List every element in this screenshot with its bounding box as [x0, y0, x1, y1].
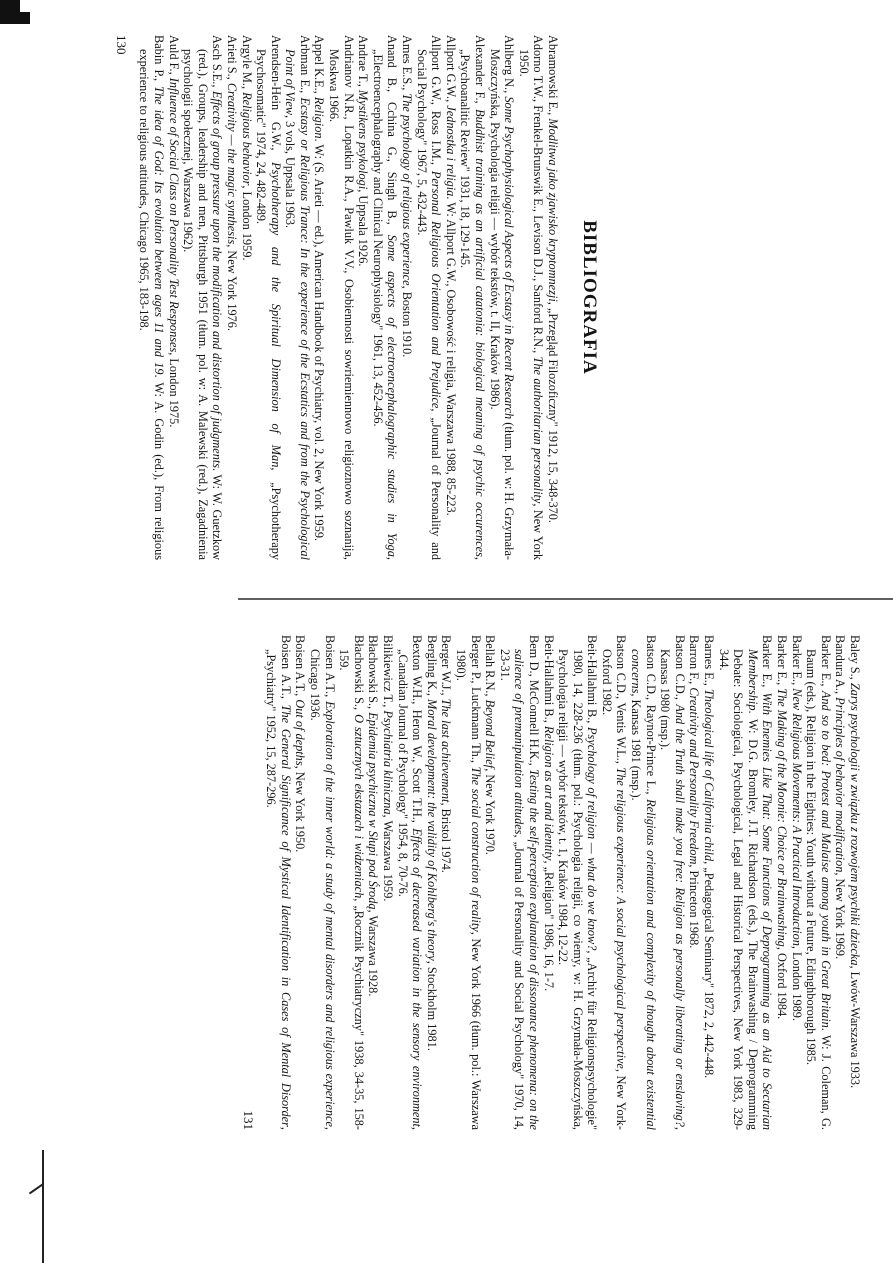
reference-entry [629, 635, 658, 1130]
reference-entry [264, 635, 293, 1130]
reference-author: Anand B., Cchina G., Singh B., [385, 35, 400, 235]
reference-title: Out of depths [293, 699, 308, 766]
reference-author: Bergling K., [424, 635, 439, 699]
reference-details: , New York 1976. [224, 244, 239, 332]
reference-title: The last achievement [439, 698, 454, 803]
reference-title: Effects of group pressure upon the modification and distortion of judgments [210, 90, 225, 469]
reference-details: , Warszawa 1959. [381, 814, 395, 902]
reference-entry [337, 635, 366, 1130]
reference-entry [483, 635, 498, 1130]
reference-details: , Stockholm 1981. [424, 960, 439, 1051]
reference-author: Argyle M., [239, 35, 254, 93]
reference-title: The General Significance of Mystical Identification in Cases of Mental Disorder [278, 704, 293, 1127]
reference-details: , „Archiv für Religionspsychologie" 1980, 14, 228-236 (tłum. pol.: Psychologia religii, co wiemy, w: H. Grzymała-Moszczyńska, Psychologia religii — wybór tekstów, t. 1, Kraków 1984, 12-22. [556, 649, 600, 1130]
reference-title: Epidemia psychiczna w Słupi pod Środą [366, 712, 381, 910]
reference-entry [312, 35, 327, 560]
reference-details: , Kansas 1980 (msp.). [658, 649, 687, 1130]
reference-title: Religious orientation and complexity of thought about existential concerns [629, 649, 658, 1131]
reference-author: Bem D., McConnell H.K., [526, 635, 541, 770]
reference-details: , Kansas 1981 (msp.). [629, 693, 644, 801]
reference-entry [439, 635, 454, 1130]
reference-author: Alexander F., [473, 35, 488, 110]
reference-title: Jednostka i religia [443, 105, 458, 197]
reference-title: Testing the self-perception explanation of dissonance phenomena: on the salience of premanipulation attitudes [512, 649, 541, 1130]
reference-entry [370, 35, 399, 560]
reference-details: , London 1989. [789, 945, 804, 1022]
reference-details: , New York 1969. [833, 872, 848, 960]
reference-entry [366, 635, 381, 1130]
reference-author: Arendsen-Hein G.W., [268, 35, 283, 163]
reference-entry [804, 635, 833, 1130]
reference-author: Bilikiewicz T., [381, 635, 395, 711]
reference-details: , Bristol 1974. [439, 802, 454, 873]
reference-author: Boisen A.T., [322, 635, 337, 702]
reference-author: Abramowski E., [546, 35, 560, 119]
reference-details: , „Electroencephalography and Clinical Neurophysiology" 1961, 13, 452-456. [370, 49, 400, 560]
reference-entry [137, 35, 166, 560]
reference-details: , „Journal of Personality and Social Psychology" 1967, 5, 432-443. [414, 49, 444, 561]
reference-details: , „Psychoanalitic Review" 1931, 18, 129-145. [458, 49, 488, 560]
reference-details: , 3 vols, Uppsala 1963. [283, 115, 298, 229]
reference-title: Moral development: the validity of Kohlberg's theory [424, 699, 439, 961]
reference-title: Some Psychophysiological Aspects of Ecstasy in Recent Research [502, 96, 517, 420]
reference-author: Barnes E., [702, 635, 717, 689]
reference-author: Adorno T.W., Frenkel-Brunswik E., Levison D.J., Sanford R.N., [531, 35, 546, 357]
reference-author: Allport G.W., Ross I.M., [429, 35, 444, 171]
reference-title: O sztucznych ekstazach i widzeniach [351, 714, 366, 899]
reference-entry [556, 635, 600, 1130]
reference-entry [545, 35, 560, 560]
reference-author: Barker E., [760, 635, 775, 693]
reference-entry [380, 635, 395, 1130]
reference-author: Bandura A., [833, 635, 848, 698]
reference-details: , New York 1950. [293, 765, 308, 853]
reference-title: Ecstasy or Religious Trance: In the experience of the Ecstatics and from the Psychological Point of View [283, 49, 312, 560]
reference-author: Andrae T., [356, 35, 371, 90]
reference-details: , New York 1970. [483, 768, 498, 855]
reference-author: Batson C.D., [672, 635, 687, 705]
scan-corner-mark [0, 0, 20, 24]
reference-details: . W: Allport G.W., Osobowość i religia, Warszawa 1988, 85-223. [443, 196, 458, 516]
reference-entry [789, 635, 804, 1130]
reference-entry [399, 35, 414, 560]
reference-entry [687, 635, 702, 1130]
reference-title: The authoritarian personality [531, 356, 546, 504]
scan-corner-mark [20, 12, 30, 24]
reference-details: . W: A. Godin (ed.), From religious experience to religious attitudes, Chicago 1965, 183-198. [137, 49, 166, 560]
reference-entry [701, 635, 716, 1130]
reference-author: Barker E., [818, 635, 833, 691]
reference-title: Religion [312, 96, 327, 139]
reference-author: Baley S., [848, 635, 862, 683]
reference-details: , Chicago 1936. [308, 649, 337, 1130]
reference-title: Psychology of religion — what do we know? [585, 727, 600, 951]
reference-details: , „Rocznik Psychiatryczny" 1938, 34-35, 158-159. [337, 649, 366, 1131]
reference-title: Religious behavior [239, 92, 254, 186]
reference-details: . W: J. Coleman, G. Baum (eds.), Religion in the Eighties: Youth without a Future, Edinghborough 1985. [804, 649, 833, 1131]
reference-entry [239, 35, 254, 560]
reference-details: , Uppsala 1926. [356, 189, 371, 267]
reference-author: Beit-Hallahmi B., [541, 635, 556, 726]
reference-title: Beyond Belief [483, 699, 498, 769]
reference-title: Creativity — the magic synthesis [224, 82, 239, 245]
reference-entry [716, 635, 774, 1130]
reference-entry [599, 635, 628, 1130]
reference-details: , „Canadian Journal of Psychology" 1954, 8, 70-76. [395, 649, 425, 1130]
reference-author: Bexton W.H., Heron W., Scott T.H., [410, 635, 425, 829]
reference-details: . W: W. Guetzkow (red.), Groups, leadership and men, Pittsburgh 1951 (tłum. pol. w: A. Malewski (red.), Zagadnienia psychologii społecznej, Warszawa 1962). [181, 49, 225, 560]
reference-author: Allport G.W., [443, 35, 458, 106]
reference-author: Andrianov N.R., Lopatkin R.A., Pawluk V.V., [341, 35, 356, 280]
reference-author: Berger P., Luckmann Th., [468, 635, 483, 767]
reference-author: Ames E.S., [400, 35, 415, 94]
reference-author: Bellah R.N., [483, 635, 498, 700]
reference-title: Theological life of California child [702, 688, 717, 862]
reference-author: Auld F., [166, 35, 181, 78]
reference-details: , London 1959. [239, 185, 254, 261]
reference-entry [395, 635, 424, 1130]
reference-title: Psychotherapy and the Spiritual Dimension of Man [268, 162, 283, 468]
reference-details: . W: D.G. Bromley, J.T. Richardson (eds.), The Brainwashing / Deprogramming Debate: Sociological, Psychological, Legal and Historical Perspectives, New York 1983, 329-344. [716, 649, 760, 1130]
reference-details: , London 1975. [166, 352, 181, 428]
reference-title: Some aspects of electroencephalographic studies in Yoga [385, 234, 400, 557]
reference-title: The idea of God: Its evolution between ages 11 and 19 [151, 86, 166, 375]
reference-entry [487, 35, 516, 560]
reference-details: , Princeton 1968. [687, 864, 702, 949]
reference-list [137, 35, 560, 560]
reference-entry [833, 635, 848, 1130]
reference-details: Osobiennosti sowriemiennowo religioznowo soznanija, Moskwa 1966. [327, 49, 356, 560]
reference-details: , Lwów-Warszawa 1933. [848, 965, 862, 1089]
page-number: 131 [240, 1110, 256, 1130]
reference-title: And so to bed: Protest and Malaise among youth in Great Britain [818, 690, 833, 1028]
reference-details: . W: (S. Arieti — ed.), American Handbook of Psychiatry, vol. 2, New York 1959. [312, 138, 327, 542]
reference-title: The religious experience: A social psychological perspective [614, 767, 629, 1069]
reference-title: Exploration of the inner world: a study of mental disorders and religious experience [322, 701, 337, 1127]
reference-title: Personal Religious Orientation and Prejudice [429, 170, 444, 409]
reference-author: Arbman E., [297, 35, 312, 98]
reference-details: , Warszawa 1928. [366, 909, 381, 997]
reference-title: The social construction of reality [468, 766, 483, 932]
reference-title: Effects of decreased variation in the sensory environment [410, 828, 425, 1127]
reference-author: Błachowski S., [366, 635, 381, 713]
reference-title: New Religious Movements: A Practical Introduction [789, 688, 804, 946]
reference-details: , „Psychiatry" 1952, 15, 287-296. [264, 649, 293, 1130]
reference-title: Principles of behavior modification [833, 697, 848, 873]
reference-author: Babin P., [151, 35, 166, 87]
reference-entry [327, 35, 356, 560]
page-gutter-line [238, 598, 893, 600]
reference-entry [166, 35, 181, 560]
reference-title: Creativity and Personality Freedom [687, 687, 702, 865]
reference-author: Ahlberg N., [502, 35, 517, 97]
reference-author: Arieti S., [224, 35, 239, 83]
reference-author: Batson C.D., Raynor-Prince L., [643, 635, 658, 800]
scan-edge-line [29, 1184, 43, 1195]
reference-title: The psychology of religious experience [400, 93, 415, 286]
reference-author: Boisen A.T., [293, 635, 308, 700]
reference-entry [497, 635, 541, 1130]
reference-entry [293, 635, 308, 1130]
reference-entry [307, 635, 336, 1130]
reference-entry [774, 635, 789, 1130]
reference-entry [224, 35, 239, 560]
reference-entry [181, 35, 225, 560]
bibliography-heading: BIBLIOGRAFIA [579, 220, 600, 375]
reference-details: , Oxford 1984. [775, 946, 790, 1020]
reference-entry [443, 35, 458, 560]
reference-details: (tłum. pol. w: H. Grzymała-Moszczyńska, Psychologia religii — wybór tekstów, t. II, Kraków 1986). [487, 49, 517, 561]
reference-details: , Boston 1910. [400, 285, 415, 358]
reference-title: Zarys psychologii w związku z rozwojem psychiki dziecka [848, 682, 862, 966]
reference-details: , „Psychotherapy Psychosomatic" 1974, 24, 482-489. [254, 49, 283, 560]
reference-title: Mystikens psykologi [356, 89, 371, 190]
reference-author: Batson C.D., Ventis W.L., [614, 635, 629, 768]
reference-title: And the Truth shall make you free: Religion as personally liberating or enslaving? [672, 704, 687, 1127]
reference-entry [453, 635, 482, 1130]
reference-author: Barker E., [789, 635, 804, 689]
reference-entry [458, 35, 487, 560]
reference-entry [541, 635, 556, 1130]
reference-entry [424, 635, 439, 1130]
reference-details: , „Religion" 1986, 16, 1-7. [541, 860, 556, 992]
reference-entry [516, 35, 545, 560]
reference-author: Asch S.E., [210, 35, 225, 91]
reference-entry [847, 635, 862, 1130]
reference-author: Berger W.J., [439, 635, 454, 699]
reference-author: Beit-Hallahmi B., [585, 635, 600, 728]
reference-author: Barron F., [687, 635, 702, 688]
reference-list [264, 635, 862, 1130]
page-number: 130 [113, 35, 129, 55]
reference-details: , „Przegląd Filozoficzny" 1912, 15, 348-370. [546, 301, 560, 523]
reference-details: , New York 1950. [516, 49, 546, 561]
reference-entry [254, 35, 283, 560]
reference-title: The Making of the Moonie: Choice or Brainwashing [775, 688, 790, 947]
reference-author: Błachowski S., [351, 635, 366, 715]
reference-details: , New York-Oxford 1982. [599, 649, 629, 1130]
reference-entry [414, 35, 443, 560]
reference-details: , „Journal of Personality and Social Psychology" 1970, 14, 23-31. [497, 649, 527, 1131]
reference-title: With Enemies Like That: Some Functions of Deprogramming as an Aid to Sectarian Membership [745, 649, 775, 1131]
reference-title: Buddhist training as an artificial catatonia: biological meaning of psychic occurences [473, 109, 488, 557]
reference-details: , „Pedagogical Seminary" 1872, 2, 442-448. [702, 861, 717, 1079]
reference-title: Psychiatria kliniczna [381, 710, 395, 815]
scan-edge-line [42, 1150, 44, 1263]
reference-author: Appel K.E., [312, 35, 327, 97]
reference-title: Religion as art and identity [541, 725, 556, 861]
reference-author: Boisen A.T., [278, 635, 293, 705]
reference-author: Barker E., [775, 635, 790, 689]
reference-entry [356, 35, 371, 560]
reference-entry [283, 35, 312, 560]
reference-entry [658, 635, 687, 1130]
reference-title: Modlitwa jako zjawisko kryptomnezji [546, 118, 560, 302]
reference-details: , New York 1966 (tłum. pol.: Warszawa 1980). [453, 649, 483, 1131]
reference-title: Influence of Social Class on Personality Test Responses [166, 77, 181, 353]
